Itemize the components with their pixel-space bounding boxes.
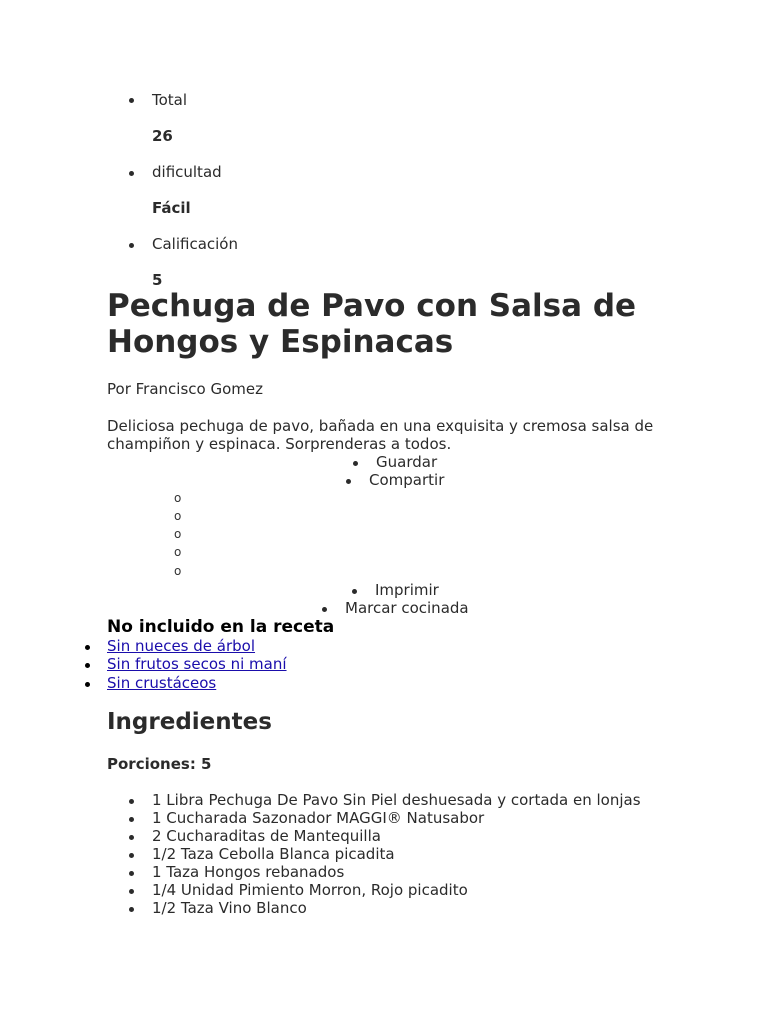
share-option[interactable]: o bbox=[174, 491, 182, 505]
mark-cooked-button[interactable]: Marcar cocinada bbox=[345, 599, 469, 617]
bullet bbox=[129, 889, 134, 894]
bullet bbox=[352, 589, 357, 594]
page-title: Pechuga de Pavo con Salsa de Hongos y Espinacas bbox=[107, 288, 637, 360]
recipe-description: Deliciosa pechuga de pavo, bañada en una exquisita y cremosa salsa de champiñon y espinaca. Sorprenderas a todos. bbox=[107, 417, 654, 453]
meta-value-difficulty: Fácil bbox=[152, 199, 191, 217]
bullet bbox=[129, 907, 134, 912]
bullet bbox=[129, 799, 134, 804]
bullet bbox=[346, 479, 351, 484]
bullet bbox=[353, 461, 358, 466]
allergen-link-nuts-peanuts[interactable]: Sin frutos secos ni maní bbox=[107, 655, 287, 673]
print-button[interactable]: Imprimir bbox=[375, 581, 439, 599]
ingredient-item: 1/2 Taza Vino Blanco bbox=[152, 899, 307, 917]
recipe-author: Por Francisco Gomez bbox=[107, 380, 263, 398]
ingredient-item: 2 Cucharaditas de Mantequilla bbox=[152, 827, 381, 845]
save-button[interactable]: Guardar bbox=[376, 453, 438, 471]
share-option[interactable]: o bbox=[174, 509, 182, 523]
bullet bbox=[129, 871, 134, 876]
bullet bbox=[129, 853, 134, 858]
ingredient-item: 1 Libra Pechuga De Pavo Sin Piel deshuesada y cortada en lonjas bbox=[152, 791, 641, 809]
allergen-link-tree-nuts[interactable]: Sin nueces de árbol bbox=[107, 637, 256, 655]
ingredient-item: 1/4 Unidad Pimiento Morron, Rojo picadito bbox=[152, 881, 468, 899]
meta-label-difficulty: dificultad bbox=[152, 163, 222, 181]
bullet bbox=[322, 607, 327, 612]
bullet bbox=[129, 817, 134, 822]
ingredient-item: 1/2 Taza Cebolla Blanca picadita bbox=[152, 845, 395, 863]
bullet bbox=[129, 171, 134, 176]
share-option[interactable]: o bbox=[174, 545, 182, 559]
meta-label-rating: Calificación bbox=[152, 235, 238, 253]
ingredient-item: 1 Cucharada Sazonador MAGGI® Natusabor bbox=[152, 809, 485, 827]
ingredient-item: 1 Taza Hongos rebanados bbox=[152, 863, 345, 881]
share-button[interactable]: Compartir bbox=[369, 471, 445, 489]
share-option[interactable]: o bbox=[174, 564, 182, 578]
bullet bbox=[85, 663, 90, 668]
bullet bbox=[129, 243, 134, 248]
servings-label: Porciones: 5 bbox=[107, 755, 212, 773]
meta-value-total: 26 bbox=[152, 127, 173, 145]
not-included-heading: No incluido en la receta bbox=[107, 617, 335, 637]
bullet bbox=[85, 645, 90, 650]
bullet bbox=[129, 835, 134, 840]
bullet bbox=[85, 682, 90, 687]
allergen-link-shellfish[interactable]: Sin crustáceos bbox=[107, 674, 217, 692]
bullet bbox=[129, 98, 134, 103]
meta-label-total: Total bbox=[152, 91, 188, 109]
share-option[interactable]: o bbox=[174, 527, 182, 541]
meta-value-rating: 5 bbox=[152, 271, 163, 289]
ingredients-heading: Ingredientes bbox=[107, 709, 272, 735]
